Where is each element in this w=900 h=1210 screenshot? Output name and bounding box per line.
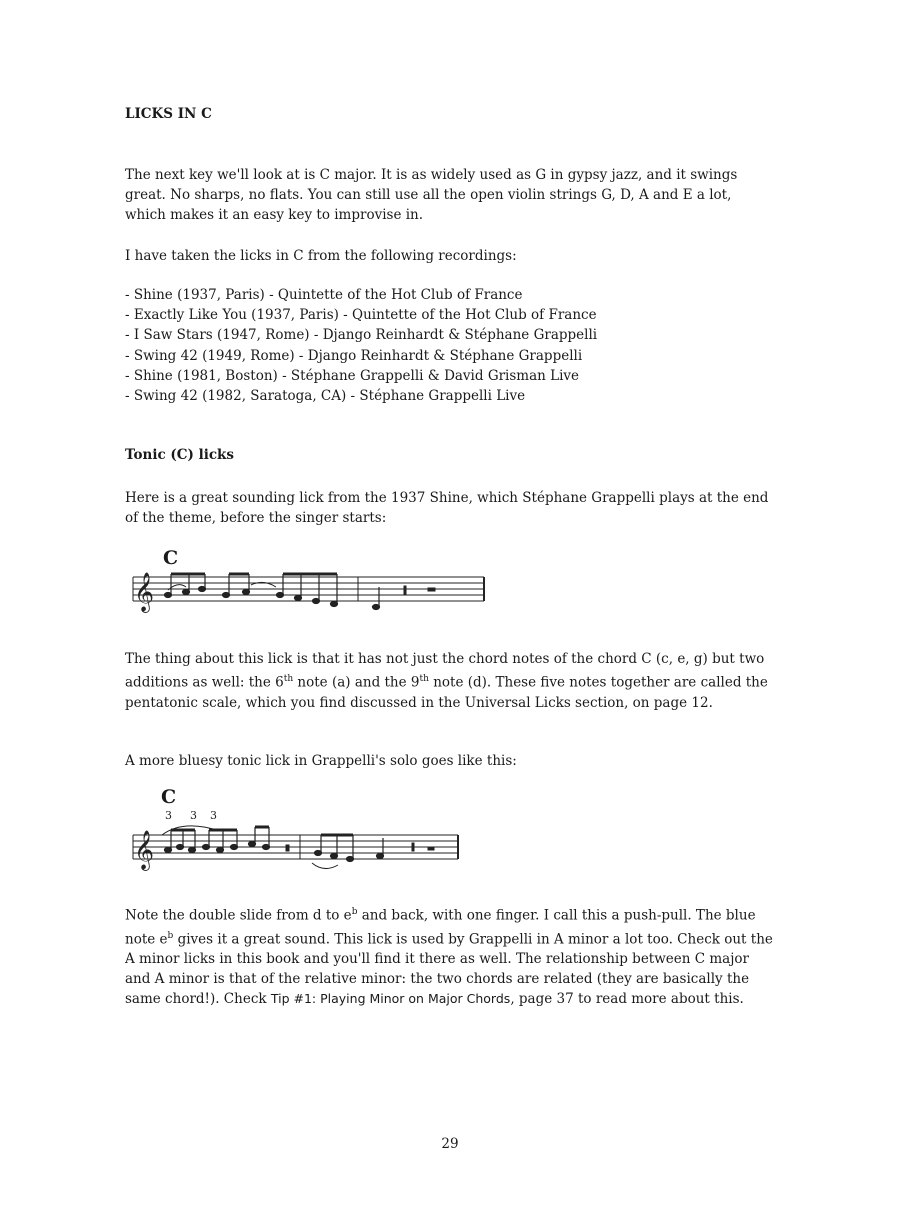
lick2-intro: A more bluesy tonic lick in Grappelli's solo goes like this: <box>125 753 517 769</box>
triplet-mark: 3 <box>190 809 197 822</box>
page-number: 29 <box>441 1136 459 1152</box>
lick2-music-staff <box>128 805 468 885</box>
list-item: - Swing 42 (1982, Saratoga, CA) - Stéphane Grappelli Live <box>125 388 526 405</box>
recordings-list <box>125 285 597 406</box>
intro-paragraph: The next key we'll look at is C major. It is as widely used as G in gypsy jazz, and it swings great. No sharps, no flats. You can still use all the open violin strings G, D, A and E a lot, which makes it an easy key to improvise in. <box>125 167 738 223</box>
list-item: - I Saw Stars (1947, Rome) - Django Reinhardt & Stéphane Grappelli <box>125 327 598 344</box>
triplet-mark: 3 <box>165 809 172 822</box>
list-item: - Swing 42 (1949, Rome) - Django Reinhardt & Stéphane Grappelli <box>125 347 583 364</box>
lick2-chord-symbol: C <box>161 786 177 808</box>
svg-text:𝄞: 𝄞 <box>134 572 155 612</box>
section-title: LICKS IN C <box>125 106 212 122</box>
lick1-chord-symbol: C <box>163 547 179 569</box>
lick1-intro: Here is a great sounding lick from the 1937 Shine, which Stéphane Grappelli plays at the end of the theme, before the singer starts: <box>125 490 769 526</box>
paragraph-lick1-explanation: The thing about this lick is that it has not just the chord notes of the chord C (c, e, g) but two additions as well: the 6th note (a) and the 9th note (d). These five notes together are called the pentatonic scale, which you find discussed in the Universal Licks section, on page 12. <box>125 651 768 711</box>
paragraph-lick2-explanation: Note the double slide from d to $e^b$ and back, with one finger. I call this a push-pull. The blue note $e^b$ gives it a great sound. This lick is used by Grappelli in A minor a lot too. Check out the A minor licks in this book and you'll find it there as well. The relationship between C major and A minor is that of the relative minor: the two chords are related (they are basically the same chord!). Check Tip #1: Playing Minor on Major Chords, page 37 to read more about this. <box>125 907 773 1007</box>
list-item: - Shine (1981, Boston) - Stéphane Grappelli & David Grisman Live <box>125 367 580 384</box>
svg-text:𝄞: 𝄞 <box>134 830 155 870</box>
recordings-intro: I have taken the licks in C from the following recordings: <box>125 248 517 264</box>
list-item: - Shine (1937, Paris) - Quintette of the Hot Club of France <box>125 287 523 303</box>
triplet-mark: 3 <box>210 809 217 822</box>
subheading-tonic-licks: Tonic (C) licks <box>125 447 235 463</box>
lick1-music-staff <box>128 565 488 625</box>
list-item: - Exactly Like You (1937, Paris) - Quintette of the Hot Club of France <box>125 307 597 324</box>
tip-reference-link[interactable]: Tip #1: Playing Minor on Major Chords <box>270 991 511 1006</box>
